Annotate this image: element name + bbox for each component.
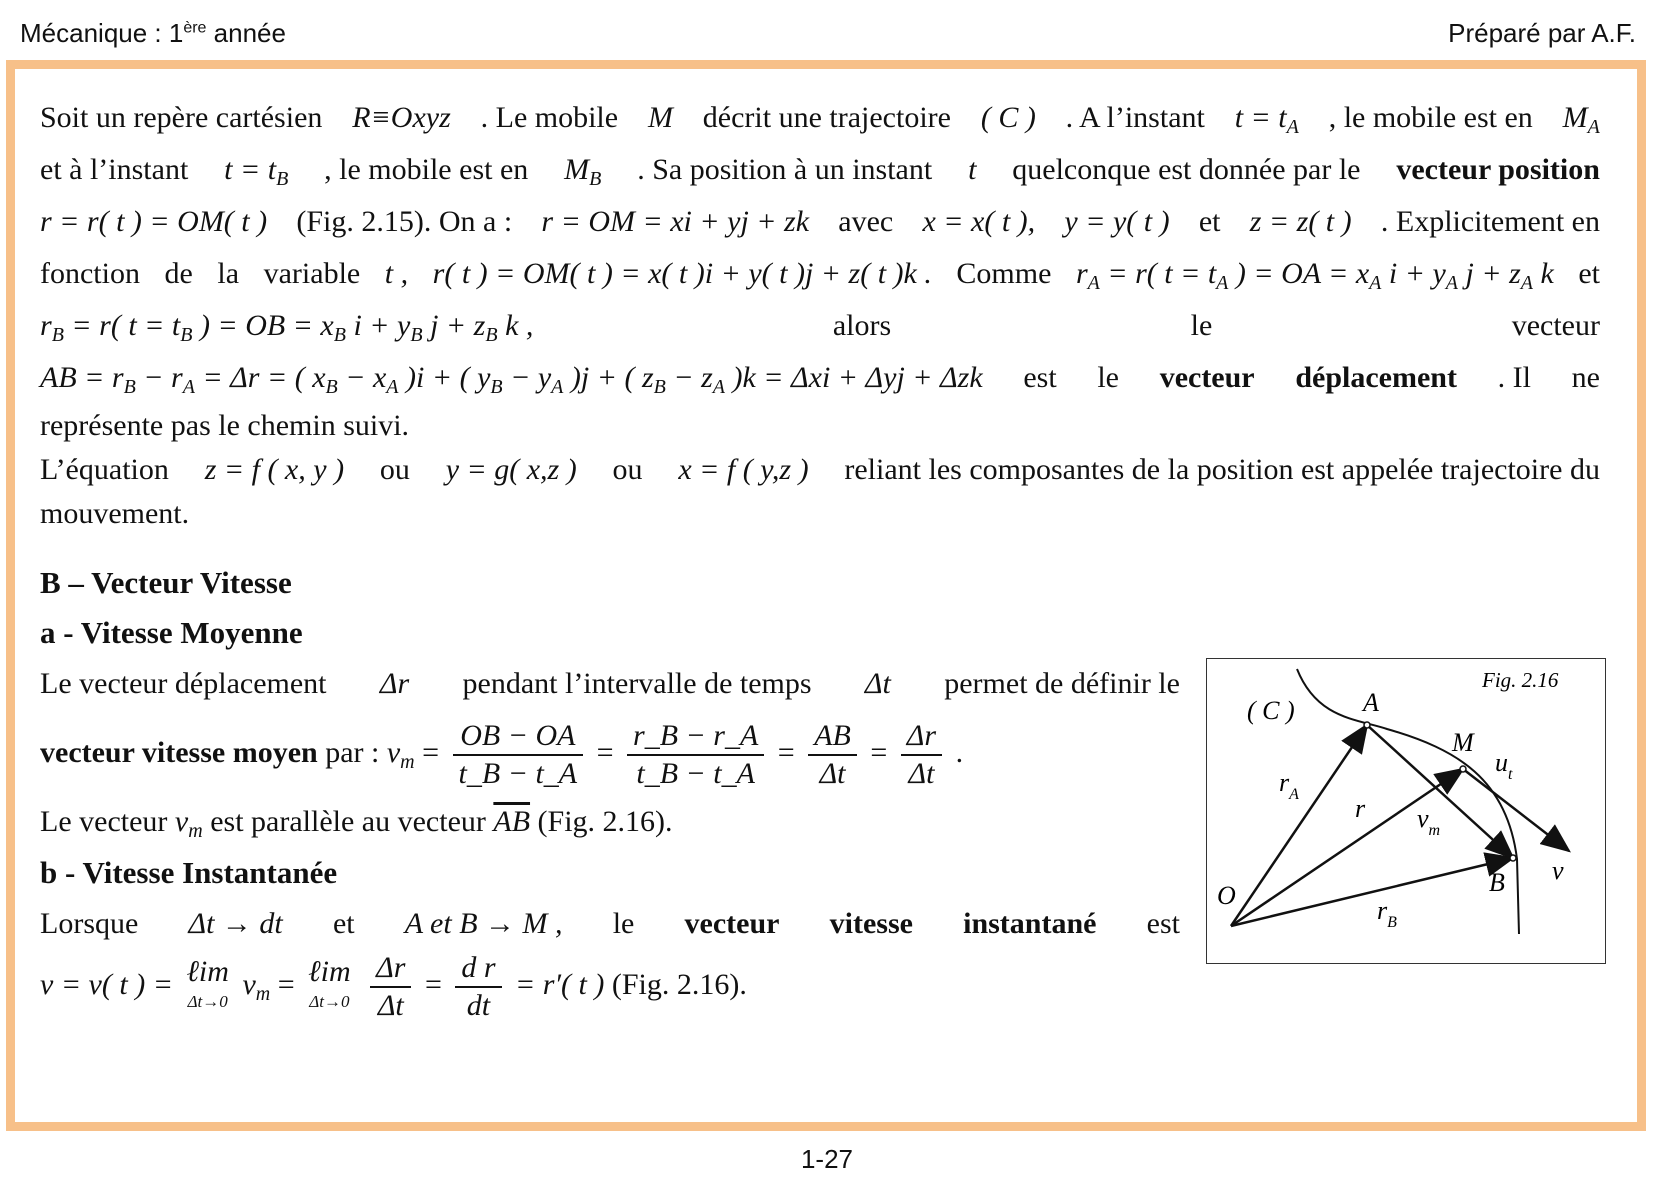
para1-line1: Soit un repère cartésien R≡Oxyz . Le mobile M décrit une trajectoire ( C ) . A l’instant $t = t_A$ , le mobile est en $M_A$ <box>40 101 1600 138</box>
section-b-title: B – Vecteur Vitesse <box>40 565 292 600</box>
label-v: v <box>1552 856 1564 885</box>
label-A: A <box>1363 688 1379 717</box>
vector-rB <box>1231 858 1513 926</box>
label-rA: $r_A$ <box>1279 768 1299 803</box>
label-ut: $u_t$ <box>1495 748 1513 783</box>
trajectory-diagram <box>1207 659 1604 962</box>
header-course-title: Mécanique : 1ère année <box>20 18 286 48</box>
vector-v <box>1463 769 1569 851</box>
fig-caption: Fig. 2.16 <box>1482 668 1559 692</box>
label-r: r <box>1355 794 1366 823</box>
para1-line7: représente pas le chemin suivi. <box>40 409 410 442</box>
trajectory-curve <box>1297 669 1519 934</box>
vector-rA <box>1231 725 1367 926</box>
sub-a-line3: Le vecteur $v_m$ est parallèle au vecteur $\overline{AB}$ (Fig. 2.16). <box>40 805 673 842</box>
sub-a-line1: Le vecteur déplacement Δr pendant l’intervalle de temps Δt permet de définir le <box>40 667 1180 700</box>
para1-line5: $r_B = r$( $t = t_B$ ) = OB = $x_B$ $i + y_B$ $j + z_B$ k , alors le vecteur <box>40 309 1600 346</box>
label-C: ( C ) <box>1247 696 1295 725</box>
sub-b-line1: Lorsque Δt → dt et A et B → M , le vecteur vitesse instantané est <box>40 907 1180 940</box>
vector-r <box>1231 769 1463 926</box>
frac-dr-dt: $\frac{\Delta r}{\Delta t}$ <box>901 718 942 792</box>
para2-line2: mouvement. <box>40 497 190 530</box>
sub-b-title: b - Vitesse Instantanée <box>40 855 338 890</box>
label-O: O <box>1217 881 1236 910</box>
page-number: 1-27 <box>800 1144 854 1174</box>
frac-rb-ra: $\frac{r\_B - r\_A}{t\_B - t\_A}$ <box>627 718 764 792</box>
label-vm: $v_m$ <box>1417 804 1441 839</box>
figure-2-16 <box>1206 658 1606 964</box>
para1-line4: fonction de la variable t , r( t ) = OM( t ) = x( t )i + y( t )j + z( t )k . Comme $r_A = r$( $t = t_A$ ) = OA = $x_A$ $i + y_A$ $j + z_A$ k et <box>40 257 1600 294</box>
frac-ab: $\frac{AB}{\Delta t}$ <box>808 718 857 792</box>
label-B: B <box>1489 868 1505 897</box>
para2-line1: L’équation z = f ( x, y ) ou y = g( x,z ) ou x = f ( y,z ) reliant les composantes de la position est appelée trajectoire du <box>40 453 1600 486</box>
frac-ob-oa: $\frac{OB - OA}{t\_B - t\_A}$ <box>453 718 584 792</box>
sub-b-line2: v = v( t ) = ℓim Δt→0 $v_m$ = ℓim Δt→0 $\frac{\Delta r}{\Delta t}$ = $\frac{\text{d r}}{dt}$ = r′( t ) (Fig. 2.16). <box>40 951 747 1023</box>
sub-a-title: a - Vitesse Moyenne <box>40 615 303 650</box>
para1-line2: et à l’instant $t = t_B$ , le mobile est en $M_B$ . Sa position à un instant t quelconque est donnée par le vecteur position <box>40 153 1600 190</box>
label-rB: $r_B$ <box>1377 896 1397 931</box>
header-author: Préparé par A.F. <box>1448 18 1636 48</box>
sub-a-line2: vecteur vitesse moyen par : $v_m$ = $\frac{OB - OA}{t\_B - t\_A}$ = $\frac{r\_B - r\_A}{t\_B - t\_A}$ = $\frac{AB}{\Delta t}$ = $\frac{\Delta r}{\Delta t}$ . <box>40 719 964 791</box>
para1-line6: AB = $r_B - r_A = \Delta r$ = ( $x_B - x_A$ )i + ( $y_B - y_A$ )j + ( $z_B - z_A$ )k = Δxi + Δyj + Δzk est le vecteur déplacement . Il ne <box>40 361 1600 398</box>
para1-line3: r = r( t ) = OM( t ) (Fig. 2.15). On a : r = OM = xi + yj + zk avec x = x( t ), y = y( t ) et z = z( t ) . Explicitement en <box>40 205 1600 238</box>
label-M: M <box>1452 728 1474 757</box>
